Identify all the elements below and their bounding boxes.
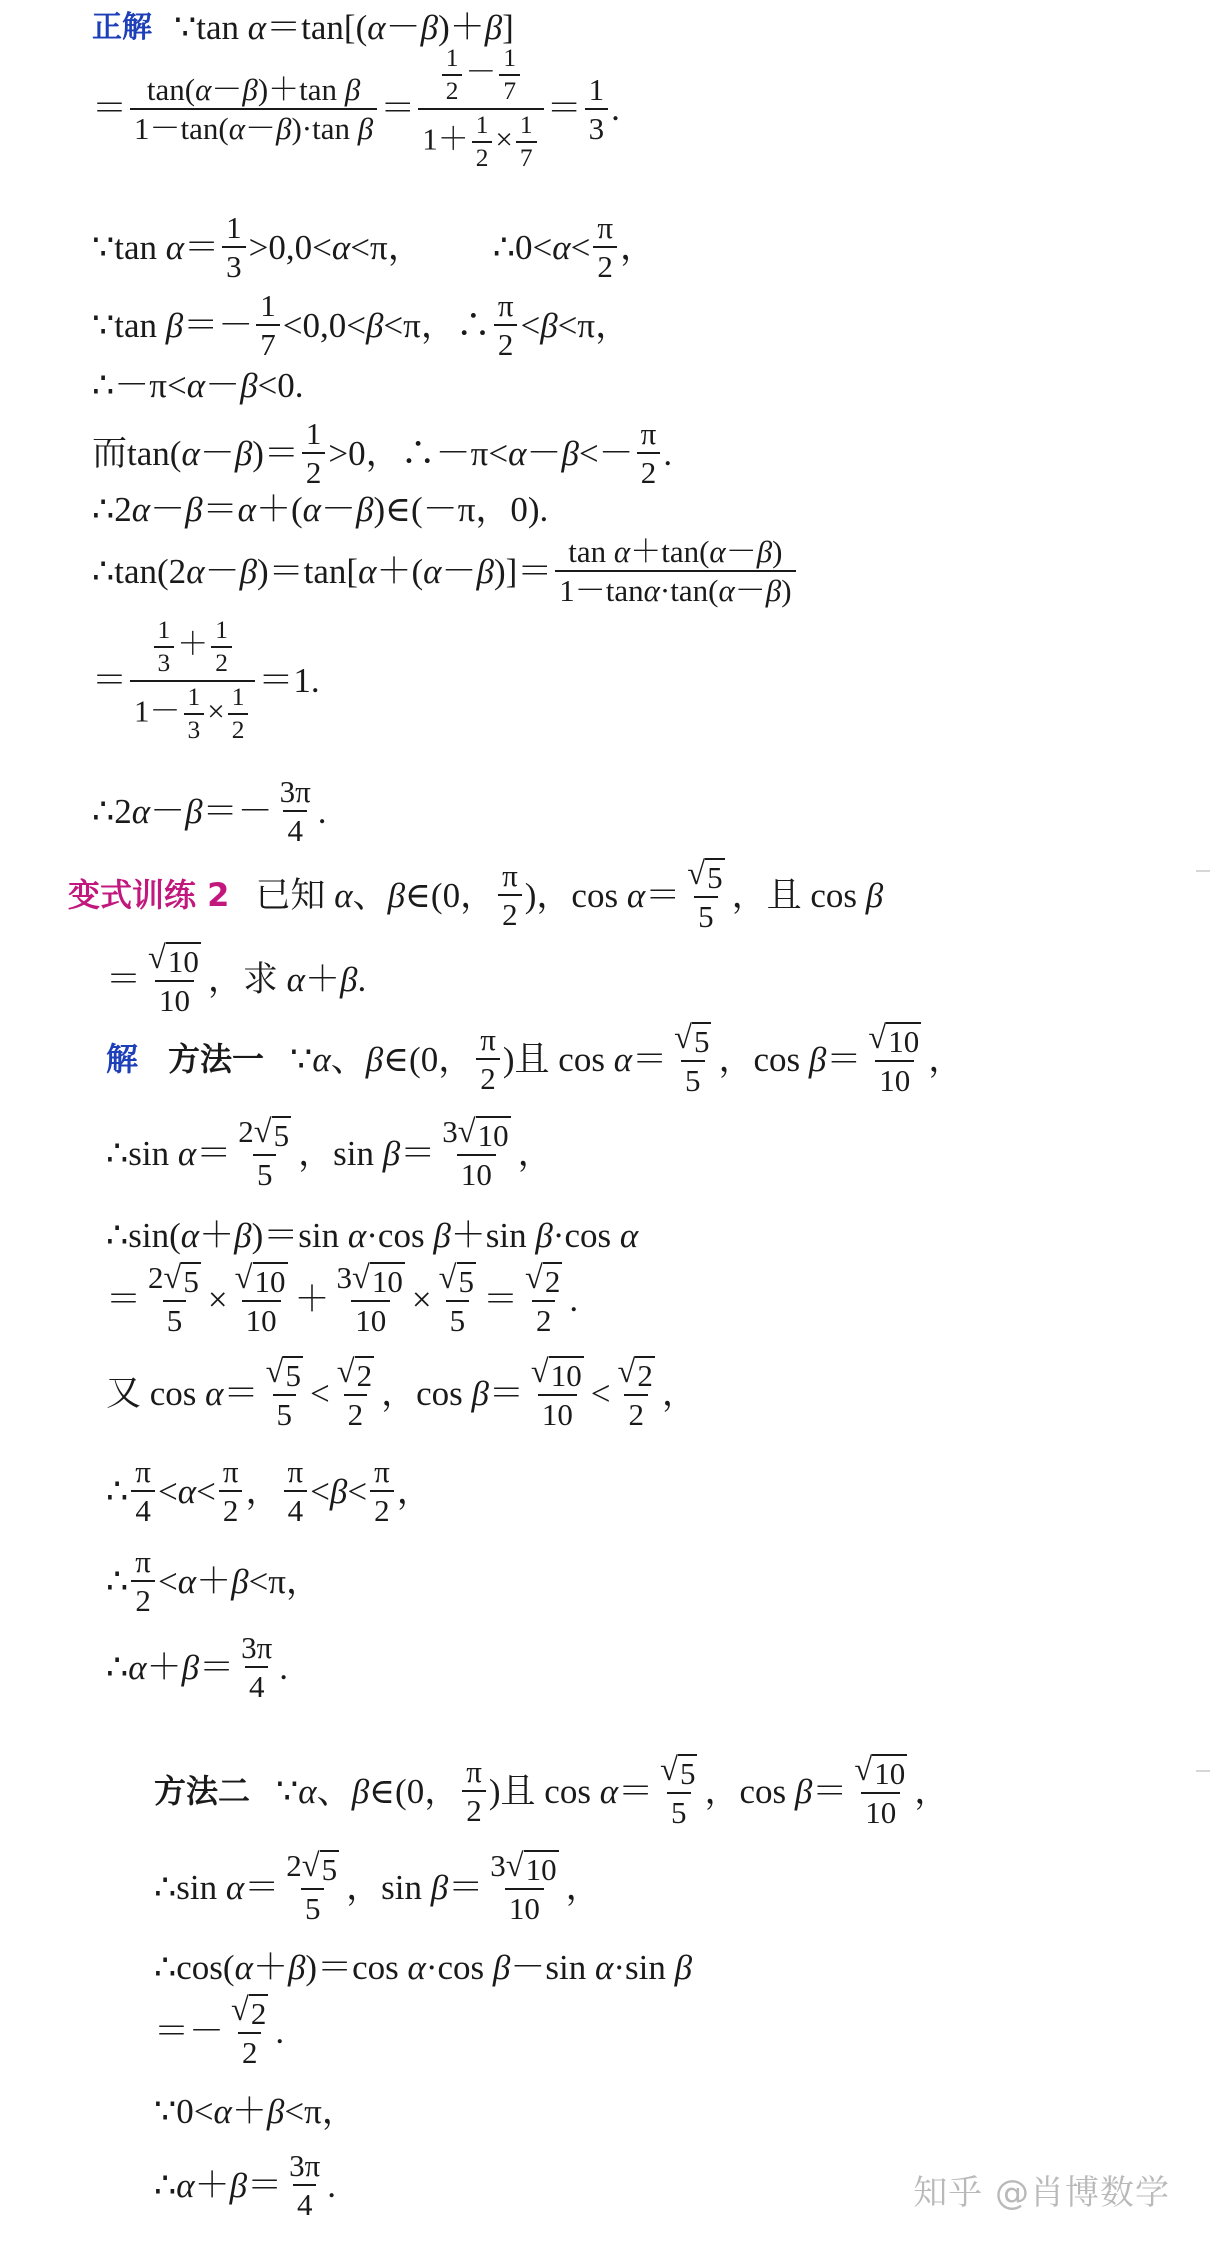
line-m1-ranges: ∴ π 4 <α< π 2 ， π 4 <β< π 2 ， <box>106 1454 432 1528</box>
line-alpha-range: ∵tan α＝ 1 3 >0,0<α<π， ∴0<α< π 2 ， <box>92 210 656 284</box>
line-method-1: 解 方法一 ∵α、β∈(0， π 2 ) 且 cos α＝ √ 5 5 ，cos β＝ √ 10 10 ， <box>106 1020 964 1098</box>
line-variant-2: 变式训练 2 已知 α、β∈(0， π 2 )，cos α＝ √ 5 5 ， 且 cos β <box>68 856 884 934</box>
method-2-label: 方法二 <box>154 1772 251 1810</box>
line-m2-result: ∴α＋β＝ 3π 4 . <box>154 2148 337 2222</box>
line-m1-sines: ∴sin α＝ 2 √ 5 5 ，sin β＝ 3 √ 10 10 ， <box>106 1114 553 1192</box>
line-correct-solution: 正解 ∵tan α＝tan[(α－β)＋β] <box>92 8 514 47</box>
line-variant-2-cont: ＝ √ 10 10 ，求 α＋β. <box>106 940 367 1018</box>
variant-label: 变式训练 2 <box>68 876 230 914</box>
edge-mark <box>1196 1770 1210 1772</box>
line-2a-minus-b: ∴2α－β＝α＋(α－β)∈(－π，0). <box>92 490 549 529</box>
zhihu-watermark: 知乎 @肖博数学 <box>913 2173 1170 2213</box>
line-result-3pi4: ∴2α－β＝－ 3π 4 . <box>92 774 327 848</box>
line-method-2: 方法二 ∵α、β∈(0， π 2 ) 且 cos α＝ √ 5 5 ，cos β＝ √ 10 10 ， <box>154 1752 950 1830</box>
line-m1-sin-sum: ∴sin(α＋β)＝sin α·cos β＋sin β·cos α <box>106 1216 639 1255</box>
line-m1-result: ∴α＋β＝ 3π 4 . <box>106 1630 289 1704</box>
line-m2-cos-sum: ∴cos(α＋β)＝cos α·cos β－sin α·sin β <box>154 1948 693 1987</box>
edge-mark <box>1196 870 1210 872</box>
line-m1-also: 又 cos α＝ √ 5 5 < √ 2 2 ，cos β＝ √ 10 10 < √ 2 2 ， <box>106 1354 697 1432</box>
line-m2-sines: ∴sin α＝ 2 √ 5 5 ，sin β＝ 3 √ 10 10 ， <box>154 1848 601 1926</box>
line-diff-range: ∴－π<α－β<0. <box>92 366 304 405</box>
solution-label: 解 <box>106 1040 139 1078</box>
line-tan-diff: 而 tan(α－β)＝ 1 2 >0，∴－π<α－β<－ π 2 . <box>92 416 673 490</box>
line-tan-2a-b: ∴tan(2α－β)＝tan[α＋(α－β)]＝ tan α＋tan(α－β) 1－tanα·tan(α－β) <box>92 536 799 606</box>
line-m2-cos-eval: ＝－ √ 2 2 . <box>154 1992 285 2070</box>
line-m1-sum-range: ∴ π 2 <α＋β<π， <box>106 1544 321 1618</box>
line-beta-range: ∵tan β＝－ 1 7 <0,0<β<π，∴ π 2 <β<π， <box>92 288 631 362</box>
method-1-label: 方法一 <box>168 1040 265 1078</box>
line-tan-expansion: ＝ tan(α－β)＋tan β 1－tan(α－β)·tan β ＝ $\frac{1}{2}$ － $\frac{1}{7}$ 1＋ $\frac{1}{2}$ × $\frac{1}{7}$ ＝ 1 3 . <box>92 44 620 173</box>
correct-solution-label: 正解 <box>92 9 152 45</box>
line-m2-range: ∵0<α＋β<π， <box>154 2092 357 2131</box>
line-eval-1: ＝ $\frac{1}{3}$ ＋ $\frac{1}{2}$ 1－ $\frac{1}{3}$ × $\frac{1}{2}$ ＝1. <box>92 616 320 745</box>
line-m1-sin-eval: ＝ 2 √ 5 5 × √ 10 10 ＋ 3 √ 10 10 × √ 5 5 ＝ √ 2 2 . <box>106 1260 579 1338</box>
